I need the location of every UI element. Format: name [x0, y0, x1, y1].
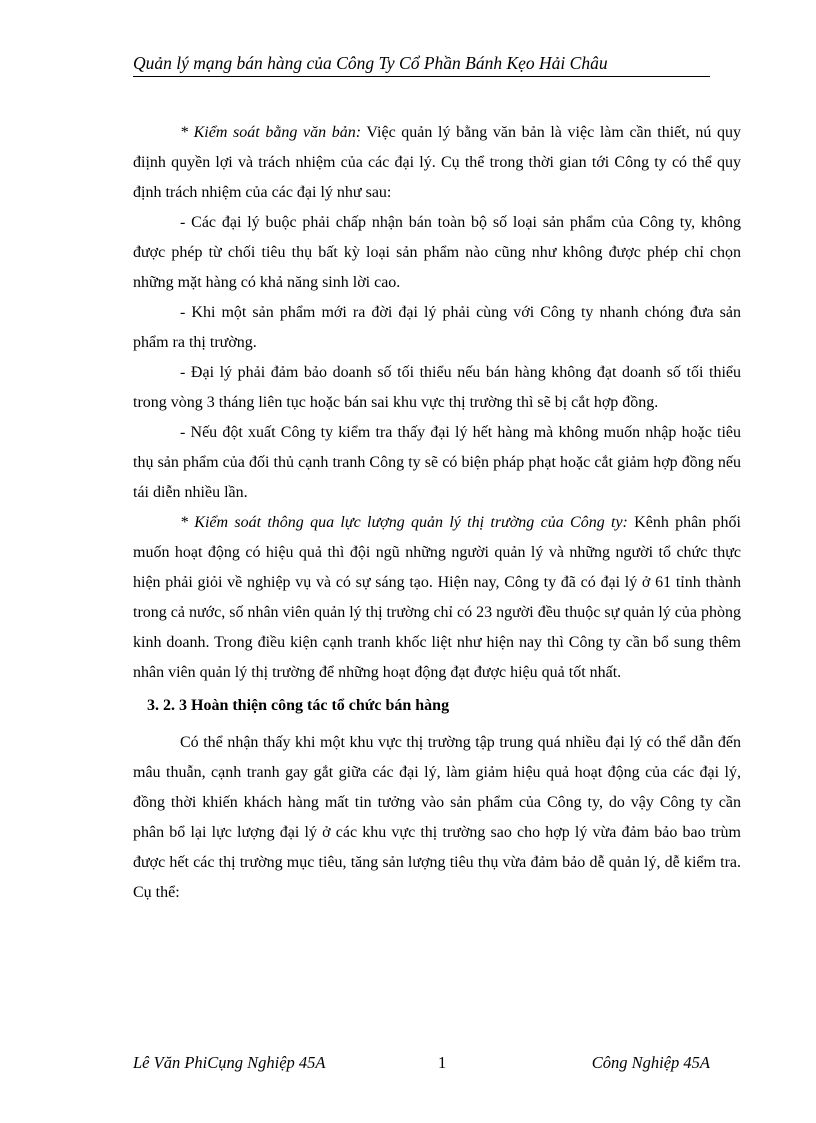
- paragraph-market-control: [133, 508, 741, 688]
- page-number: 1: [438, 1053, 447, 1072]
- paragraph-lead: * Kiểm soát bằng văn bản:: [180, 124, 362, 141]
- page-header: Quản lý mạng bán hàng của Công Ty Cổ Phần Bánh Kẹo Hải Châu: [133, 52, 710, 77]
- paragraph-text: Việc quản lý bằng văn bản là việc làm cần thiết, nú quy điịnh quyền lợi và trách nhiệm của các đại lý. Cụ thể trong thời gian tới Công ty có thể quy định trách nhiệm của các đại lý như sau:: [133, 124, 742, 201]
- footer-class: Công Nghiệp 45A: [591, 1053, 710, 1072]
- paragraph-dealer-obligation-4: - Nếu đột xuất Công ty kiểm tra thấy đại lý hết hàng mà không muốn nhập hoặc tiêu thụ sản phẩm của đối thủ cạnh tranh Công ty sẽ có biện pháp phạt hoặc cắt giảm hợp đồng nếu tái diễn nhiều lần.: [133, 424, 741, 501]
- paragraph-dealer-obligation-3: - Đại lý phải đảm bảo doanh số tối thiểu nếu bán hàng không đạt doanh số tối thiểu trong vòng 3 tháng liên tục hoặc bán sai khu vực thị trường thì sẽ bị cắt hợp đồng.: [133, 364, 741, 411]
- paragraph-dealer-obligation-1: - Các đại lý buộc phải chấp nhận bán toàn bộ số loại sản phẩm của Công ty, không được phép từ chối tiêu thụ bất kỳ loại sản phẩm nào cũng như không được phép chỉ chọn những mặt hàng có khả năng sinh lời cao.: [133, 214, 741, 291]
- paragraph-dealer-obligation-2: - Khi một sản phẩm mới ra đời đại lý phải cùng với Công ty nhanh chóng đưa sản phẩm ra thị trường.: [133, 304, 741, 351]
- paragraph-sales-organization: Có thể nhận thấy khi một khu vực thị trường tập trung quá nhiều đại lý có thể dẫn đến mâu thuẫn, cạnh tranh gay gắt giữa các đại lý, làm giảm hiệu quả hoạt động của các đại lý, đồng thời khiến khách hàng mất tin tưởng vào sản phẩm của Công ty, do vậy Công ty cần phân bổ lại lực lượng đại lý ở các khu vực thị trường sao cho hợp lý vừa đảm bảo bao trùm được hết các thị trường mục tiêu, tăng sản lượng tiêu thụ vừa đảm bảo dễ quản lý, dễ kiểm tra. Cụ thể:: [133, 734, 741, 901]
- paragraph-written-control: [133, 118, 741, 208]
- footer-author: Lê Văn PhiCụng Nghiệp 45A: [133, 1053, 326, 1072]
- paragraph-text: Kênh phân phối muốn hoạt động có hiệu quả thì đội ngũ những người quản lý và những người tổ chức thực hiện phải giỏi về nghiệp vụ và có sự sáng tạo. Hiện nay, Công ty đã có đại lý ở 61 tỉnh thành trong cả nước, số nhân viên quản lý thị trường chỉ có 23 người đều thuộc sự quản lý của phòng kinh doanh. Trong điều kiện cạnh tranh khốc liệt như hiện nay thì Công ty cần bổ sung thêm nhân viên quản lý thị trường để những hoạt động đạt được hiệu quả tốt nhất.: [133, 514, 741, 681]
- paragraph-lead: * Kiểm soát thông qua lực lượng quản lý thị trường của Công ty:: [180, 514, 628, 531]
- section-heading: 3. 2. 3 Hoàn thiện công tác tổ chức bán hàng: [147, 697, 450, 714]
- document-body: [133, 118, 741, 908]
